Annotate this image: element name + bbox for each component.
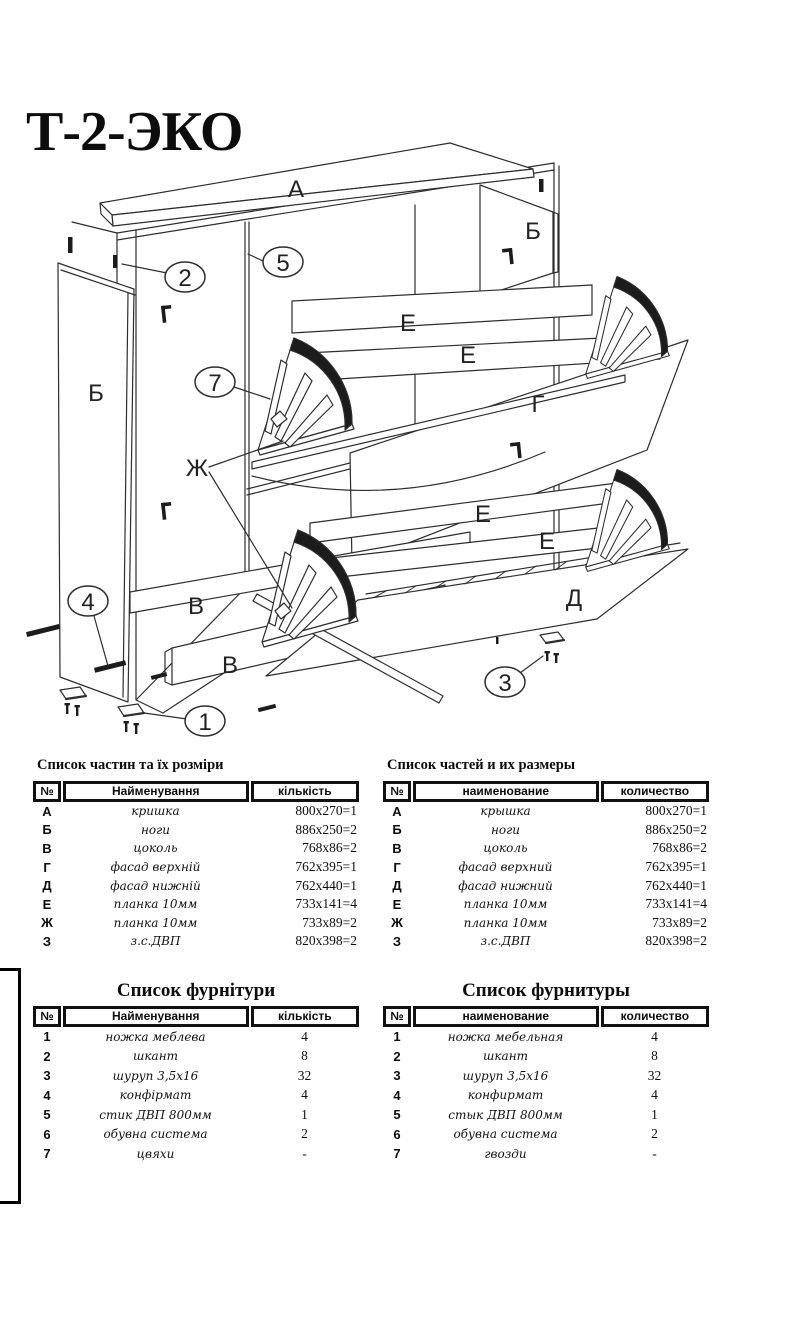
fittings-table-ru [383, 980, 709, 1164]
label-part-v2: В [221, 652, 239, 679]
header-cell: кількість [251, 1006, 359, 1027]
callout-3 [485, 667, 525, 697]
parts-table-ru-title: Список частей и их размеры [387, 757, 576, 773]
table-row [383, 1144, 709, 1164]
cell-letter: А [42, 803, 52, 819]
fittings-table-ru-title: Список фурнитуры [462, 980, 630, 1001]
label-part-b-right: Б [525, 218, 541, 245]
cell-name: шкант [483, 1049, 528, 1064]
parts-table-ua-title: Список частин та їх розміри [37, 757, 224, 773]
cell-size: 800x270=1 [295, 803, 357, 819]
parts-table-ua [33, 757, 359, 951]
cell-qty: 4 [651, 1028, 658, 1044]
cell-size: 733x141=4 [295, 896, 357, 912]
cell-number: 1 [393, 1029, 401, 1045]
side-panel-b-left [58, 263, 135, 702]
cell-letter: З [392, 933, 402, 949]
cell-name: фасад верхний [458, 860, 553, 875]
table-row [383, 802, 709, 821]
table-row [33, 876, 359, 895]
table-row [33, 1144, 359, 1164]
label-part-a: А [287, 176, 305, 203]
cell-number: 3 [43, 1068, 51, 1084]
cell-letter: Г [393, 859, 401, 875]
cell-letter: В [42, 840, 52, 856]
callout-2-number: 2 [178, 265, 192, 292]
table-row [33, 1125, 359, 1145]
cell-letter: Е [42, 896, 52, 912]
cell-name: конфірмат [119, 1088, 192, 1103]
cell-name: з.с.ДВП [480, 934, 531, 949]
table-row [383, 839, 709, 858]
label-part-g: Г [531, 391, 545, 418]
cell-size: 762x440=1 [295, 877, 357, 893]
label-part-e4: Е [538, 528, 556, 555]
cell-name: крышка [480, 804, 531, 819]
cell-name: ноги [491, 822, 520, 837]
cell-name: гвозди [484, 1146, 527, 1161]
table-row [383, 1047, 709, 1067]
cell-qty: 4 [651, 1087, 658, 1103]
table-row [33, 858, 359, 877]
cell-size: 762x395=1 [645, 859, 707, 875]
cell-number: 7 [43, 1146, 51, 1162]
parts-table-ru [383, 757, 709, 951]
cell-qty: 32 [647, 1067, 662, 1083]
cell-size: 768x86=2 [652, 840, 707, 856]
callout-4-number: 4 [81, 589, 95, 616]
cell-number: 1 [43, 1029, 51, 1045]
foot-icon [118, 704, 144, 734]
top-panel-a [100, 143, 534, 226]
cell-name: з.с.ДВП [130, 934, 181, 949]
cell-qty: 2 [651, 1126, 658, 1142]
cell-name: планка 10мм [113, 915, 198, 930]
header-cell: количество [601, 781, 709, 802]
cell-name: ножка мебельная [447, 1029, 564, 1044]
label-part-zh: Ж [185, 455, 209, 482]
cell-name: ноги [141, 822, 170, 837]
cell-name: планка 10мм [463, 897, 548, 912]
header-cell: № [33, 781, 61, 802]
table-row [383, 895, 709, 914]
fittings-table-ua-title: Список фурнітури [116, 980, 276, 1001]
table-row [383, 1086, 709, 1106]
cell-name: планка 10мм [113, 897, 198, 912]
cell-name: цоколь [483, 841, 528, 856]
cell-qty: 8 [301, 1048, 308, 1064]
table-row [33, 1027, 359, 1047]
cell-name: конфирмат [467, 1088, 544, 1103]
table-row [383, 1027, 709, 1047]
cell-number: 5 [393, 1107, 401, 1123]
header-cell: № [33, 1006, 61, 1027]
table-row [33, 932, 359, 951]
header-cell: № [383, 1006, 411, 1027]
cell-name: фасад верхній [110, 860, 201, 875]
cell-letter: Е [392, 896, 402, 912]
cell-letter: Б [392, 822, 402, 838]
header-cell: Найменування [63, 1006, 249, 1027]
parts-table-ru-header [383, 781, 709, 802]
cell-number: 4 [393, 1087, 401, 1103]
header-cell: количество [601, 1006, 709, 1027]
fittings-table-ua [33, 980, 359, 1164]
cell-qty: 2 [301, 1126, 308, 1142]
callout-7 [195, 367, 235, 397]
label-part-b-left: Б [88, 380, 104, 407]
cell-size: 820x398=2 [295, 933, 357, 949]
cell-number: 5 [43, 1107, 51, 1123]
cell-name: цвяхи [136, 1146, 175, 1161]
callout-3-number: 3 [498, 670, 512, 697]
cell-letter: З [42, 933, 52, 949]
label-part-d: Д [565, 585, 583, 612]
cell-name: кришка [131, 804, 180, 819]
label-part-e2: Е [459, 342, 477, 369]
header-cell: кількість [251, 781, 359, 802]
header-cell: наименование [413, 1006, 599, 1027]
cell-letter: Д [42, 878, 52, 894]
cell-number: 6 [393, 1126, 401, 1142]
cell-qty: - [302, 1145, 307, 1161]
cell-qty: 4 [301, 1087, 308, 1103]
table-row [33, 1066, 359, 1086]
cell-number: 2 [393, 1048, 401, 1064]
table-row [383, 1066, 709, 1086]
cell-qty: 32 [297, 1067, 312, 1083]
page-title: Т-2-ЭКО [26, 101, 243, 163]
table-row [383, 821, 709, 840]
cell-name: обувна система [103, 1127, 208, 1142]
cell-number: 7 [393, 1146, 401, 1162]
cell-number: 2 [43, 1048, 51, 1064]
left-edge-frame [0, 968, 21, 1204]
foot-icon [540, 632, 564, 663]
table-row [33, 1086, 359, 1106]
cell-qty: - [652, 1145, 657, 1161]
table-row [33, 839, 359, 858]
label-part-e3: Е [474, 501, 492, 528]
table-row [383, 858, 709, 877]
cell-size: 800x270=1 [645, 803, 707, 819]
side-panel-b-right [480, 185, 558, 297]
label-part-e1: Е [399, 310, 417, 337]
cell-name: планка 10мм [463, 915, 548, 930]
label-part-v1: В [187, 593, 205, 620]
cell-name: шуруп 3,5х16 [462, 1068, 549, 1083]
header-cell: № [383, 781, 411, 802]
cell-qty: 1 [301, 1106, 308, 1122]
cell-number: 3 [393, 1068, 401, 1084]
cell-size: 768x86=2 [302, 840, 357, 856]
cell-name: стык ДВП 800мм [448, 1107, 563, 1122]
upper-slat-e1 [292, 285, 592, 333]
table-row [33, 1047, 359, 1067]
table-row [33, 802, 359, 821]
table-row [383, 876, 709, 895]
header-cell: Найменування [63, 781, 249, 802]
cell-letter: А [392, 803, 402, 819]
cell-number: 4 [43, 1087, 51, 1103]
parts-table-ua-header [33, 781, 359, 802]
table-row [33, 821, 359, 840]
cell-letter: Д [392, 878, 402, 894]
cell-letter: Б [42, 822, 52, 838]
cell-size: 733x89=2 [652, 914, 707, 930]
callout-5 [263, 247, 303, 277]
callout-1-number: 1 [198, 709, 212, 736]
table-row [383, 914, 709, 933]
cell-name: шкант [133, 1049, 178, 1064]
cell-letter: Ж [41, 915, 53, 931]
table-row [383, 932, 709, 951]
cell-size: 820x398=2 [645, 933, 707, 949]
table-row [33, 1105, 359, 1125]
cell-name: стик ДВП 800мм [99, 1107, 212, 1122]
cell-size: 733x141=4 [645, 896, 707, 912]
cell-qty: 1 [651, 1106, 658, 1122]
callout-5-number: 5 [276, 250, 290, 277]
cell-name: шуруп 3,5х16 [112, 1068, 199, 1083]
callout-1 [185, 706, 225, 736]
cell-name: цоколь [133, 841, 178, 856]
cell-size: 762x395=1 [295, 859, 357, 875]
cell-size: 886x250=2 [295, 821, 357, 837]
table-row [33, 914, 359, 933]
cell-qty: 8 [651, 1048, 658, 1064]
fittings-table-ru-header [383, 1006, 709, 1027]
table-row [383, 1105, 709, 1125]
cell-name: фасад нижний [458, 878, 553, 893]
cell-size: 733x89=2 [302, 914, 357, 930]
cell-number: 6 [43, 1126, 51, 1142]
table-row [383, 1125, 709, 1145]
callout-4 [68, 586, 108, 616]
cell-letter: В [392, 840, 402, 856]
header-cell: наименование [413, 781, 599, 802]
cell-name: обувна система [453, 1127, 558, 1142]
cell-name: ножка меблева [105, 1029, 206, 1044]
cell-letter: Г [43, 859, 51, 875]
fittings-table-ua-header [33, 1006, 359, 1027]
table-row [33, 895, 359, 914]
callout-7-number: 7 [208, 370, 222, 397]
callout-2 [165, 262, 205, 292]
cell-size: 762x440=1 [645, 877, 707, 893]
cell-size: 886x250=2 [645, 821, 707, 837]
cell-letter: Ж [391, 915, 403, 931]
foot-icon [60, 687, 86, 716]
cell-name: фасад нижній [110, 878, 201, 893]
cell-qty: 4 [301, 1028, 308, 1044]
